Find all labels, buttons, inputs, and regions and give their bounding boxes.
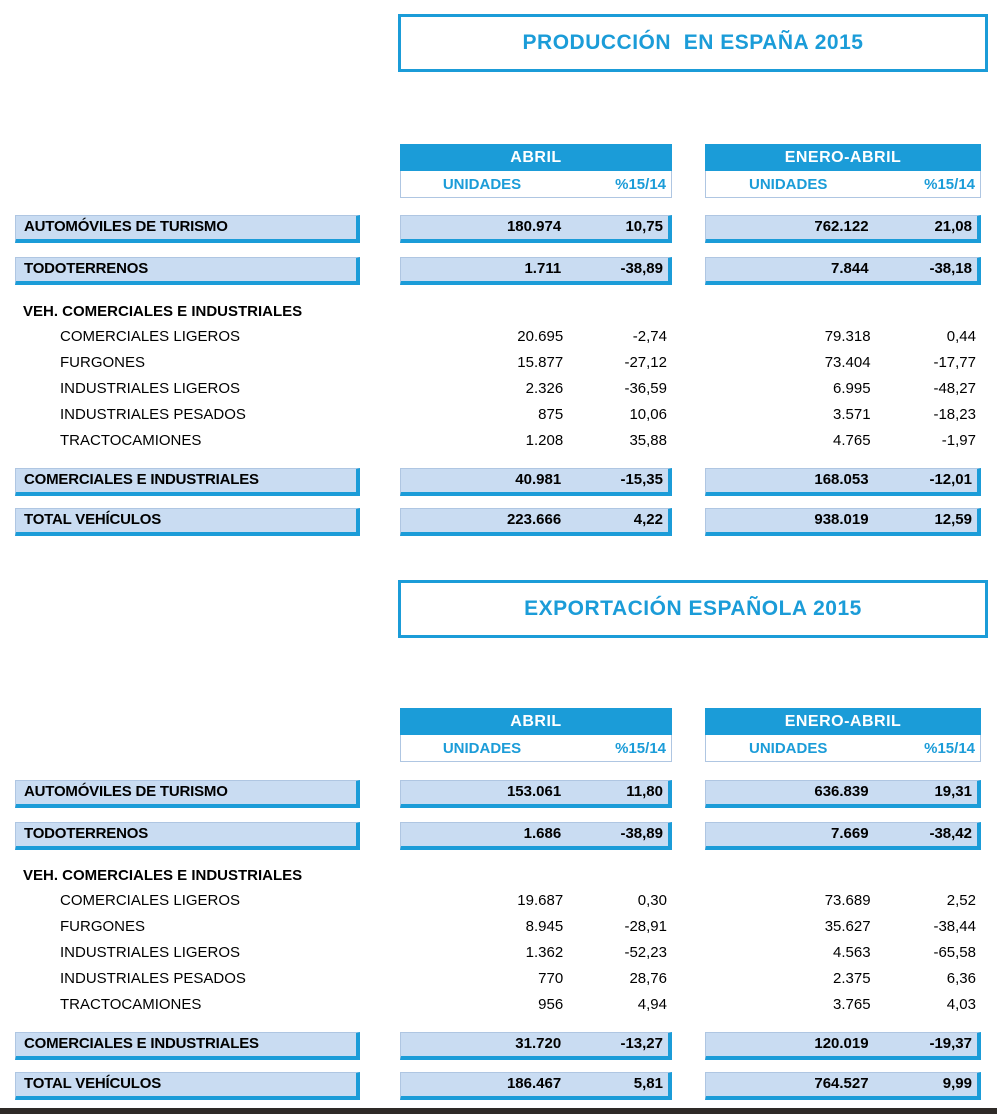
units-value: 956 [538,996,564,1013]
units-value: 168.053 [814,471,869,488]
abril-values [400,376,672,402]
units-header: UNIDADES [749,175,828,193]
enero-abril-values [705,888,981,914]
abril-values [400,992,672,1018]
enero-abril-values [705,350,981,376]
row-label: AUTOMÓVILES DE TURISMO [15,215,360,243]
table-section-header [15,300,985,324]
production-title: PRODUCCIÓN EN ESPAÑA 2015 [522,31,864,54]
abril-header-block [400,144,672,198]
table-row-comerciales-ligeros [15,888,985,914]
pct-value: -36,59 [624,380,667,397]
enero-abril-values [705,966,981,992]
row-label: TRACTOCAMIONES [60,432,202,449]
export-title-box [398,580,988,638]
bottom-divider-bar [0,1108,997,1114]
table-row-industriales-pesados [15,966,985,992]
table-row-industriales-ligeros [15,940,985,966]
units-value: 186.467 [506,1075,562,1092]
pct-value: -38,18 [929,260,972,277]
column-gap [360,1072,400,1100]
enero-abril-values [705,780,981,808]
units-value: 938.019 [814,511,869,528]
units-value: 8.945 [525,918,564,935]
units-value: 7.844 [831,260,869,277]
pct-value: -38,89 [620,825,663,842]
period-header-abril: ABRIL [400,144,672,171]
pct-value: 10,06 [629,406,667,423]
pct-value: 21,08 [934,218,972,235]
pct-value: 12,59 [934,511,972,528]
pct-value: -15,35 [620,471,663,488]
column-gap [360,402,400,428]
table-row-comerciales-industriales [15,468,985,496]
column-gap [672,1032,705,1060]
column-gap [360,350,400,376]
table-row-total-vehiculos [15,1072,985,1100]
table-row-total-vehiculos [15,508,985,536]
table-row-tractocamiones [15,992,985,1018]
pct-value: 9,99 [942,1075,972,1092]
units-value: 764.527 [814,1075,869,1092]
abril-values [400,468,672,496]
pct-value: 11,80 [626,783,663,800]
period-header-enero-abril: ENERO-ABRIL [705,708,981,735]
enero-abril-values [705,428,981,454]
column-gap [672,144,705,198]
column-gap [360,215,400,243]
abril-values [400,888,672,914]
units-value: 79.318 [824,328,871,345]
column-gap [672,888,705,914]
row-label: INDUSTRIALES LIGEROS [60,944,241,961]
units-value: 636.839 [814,783,869,800]
abril-values [400,1032,672,1060]
pct-value: -17,77 [933,354,976,371]
production-title-box [398,14,988,72]
column-gap [672,940,705,966]
pct-value: -28,91 [624,918,667,935]
column-gap [672,350,705,376]
column-gap [672,992,705,1018]
pct-value: -38,44 [933,918,976,935]
row-label: AUTOMÓVILES DE TURISMO [15,780,360,808]
enero-abril-values [705,215,981,243]
enero-abril-values [705,914,981,940]
abril-subheader [400,735,672,762]
pct-value: -27,12 [624,354,667,371]
enero-abril-values [705,1032,981,1060]
column-gap [672,780,705,808]
units-value: 7.669 [831,825,869,842]
abril-subheader [400,171,672,198]
table-row-industriales-pesados [15,402,985,428]
pct-value: 0,44 [946,328,976,345]
units-value: 1.711 [524,260,562,277]
enero-abril-header-block [705,708,981,762]
table-row-turismo [15,780,985,808]
abril-values [400,780,672,808]
units-value: 73.404 [824,354,871,371]
enero-abril-values [705,468,981,496]
row-label: COMERCIALES LIGEROS [60,892,241,909]
table-row-turismo [15,215,985,243]
column-gap [360,376,400,402]
column-gap [360,940,400,966]
period-header-enero-abril: ENERO-ABRIL [705,144,981,171]
column-gap [360,468,400,496]
table-row-todoterrenos [15,822,985,850]
column-gap [360,914,400,940]
table-row-industriales-ligeros [15,376,985,402]
units-header: UNIDADES [442,175,522,193]
abril-values [400,822,672,850]
export-column-headers [15,708,985,762]
row-label: FURGONES [60,918,146,935]
pct-value: -38,89 [620,260,663,277]
units-value: 6.995 [833,380,871,397]
pct-value: 4,22 [633,511,663,528]
pct-value: -19,37 [929,1035,972,1052]
row-label: TOTAL VEHÍCULOS [15,1072,360,1100]
units-header: UNIDADES [749,739,828,757]
pct-header: %15/14 [924,739,975,757]
pct-value: -48,27 [933,380,976,397]
pct-header: %15/14 [924,175,975,193]
enero-abril-values [705,992,981,1018]
section-label: VEH. COMERCIALES E INDUSTRIALES [23,303,303,320]
enero-abril-values [705,940,981,966]
column-gap [672,428,705,454]
pct-value: -38,42 [929,825,972,842]
column-gap [360,780,400,808]
row-label: TRACTOCAMIONES [60,996,202,1013]
table-row-tractocamiones [15,428,985,454]
row-label: INDUSTRIALES PESADOS [60,970,246,987]
column-gap [672,708,705,762]
column-gap [672,215,705,243]
units-value: 1.362 [525,944,564,961]
abril-values [400,966,672,992]
abril-values [400,350,672,376]
row-label: FURGONES [60,354,146,371]
abril-values [400,1072,672,1100]
row-label: INDUSTRIALES PESADOS [60,406,246,423]
pct-value: -65,58 [933,944,976,961]
row-label: COMERCIALES E INDUSTRIALES [15,1032,360,1060]
abril-values [400,257,672,285]
column-gap [672,402,705,428]
abril-values [400,215,672,243]
pct-value: 0,30 [637,892,667,909]
column-gap [360,992,400,1018]
pct-value: -1,97 [941,432,976,449]
units-value: 3.571 [833,406,871,423]
column-gap [672,1072,705,1100]
units-value: 31.720 [515,1035,562,1052]
units-value: 4.765 [833,432,871,449]
pct-value: -18,23 [933,406,976,423]
units-value: 770 [538,970,564,987]
column-gap [360,966,400,992]
units-value: 4.563 [833,944,871,961]
column-gap [672,966,705,992]
column-gap [360,428,400,454]
units-value: 120.019 [814,1035,869,1052]
units-value: 875 [538,406,564,423]
units-value: 20.695 [517,328,564,345]
table-section-header [15,864,985,888]
abril-values [400,940,672,966]
column-gap [360,257,400,285]
table-row-comerciales-industriales [15,1032,985,1060]
abril-header-block [400,708,672,762]
production-column-headers [15,144,985,198]
column-gap [360,822,400,850]
table-row-todoterrenos [15,257,985,285]
column-gap [672,914,705,940]
column-gap [672,468,705,496]
column-gap [672,508,705,536]
pct-value: 6,36 [946,970,976,987]
pct-value: -13,27 [620,1035,663,1052]
pct-value: 2,52 [946,892,976,909]
enero-abril-values [705,402,981,428]
period-header-abril: ABRIL [400,708,672,735]
abril-values [400,402,672,428]
units-value: 1.686 [523,825,562,842]
enero-abril-values [705,822,981,850]
abril-values [400,324,672,350]
row-label: TODOTERRENOS [15,822,360,850]
units-value: 15.877 [517,354,564,371]
units-value: 223.666 [506,511,562,528]
pct-value: 19,31 [934,783,972,800]
pct-value: 4,03 [946,996,976,1013]
units-value: 2.375 [833,970,871,987]
column-gap [360,1032,400,1060]
column-gap [672,257,705,285]
pct-value: 5,81 [633,1075,663,1092]
abril-values [400,508,672,536]
units-value: 153.061 [506,783,562,800]
units-value: 1.208 [525,432,564,449]
units-value: 180.974 [506,218,562,235]
row-label: TOTAL VEHÍCULOS [15,508,360,536]
enero-abril-values [705,324,981,350]
enero-abril-header-block [705,144,981,198]
pct-value: -12,01 [929,471,972,488]
units-value: 40.981 [515,471,562,488]
units-value: 35.627 [824,918,871,935]
pct-header: %15/14 [615,175,666,193]
row-label: INDUSTRIALES LIGEROS [60,380,241,397]
units-value: 73.689 [824,892,871,909]
row-label: TODOTERRENOS [15,257,360,285]
units-value: 3.765 [833,996,871,1013]
table-row-comerciales-ligeros [15,324,985,350]
pct-header: %15/14 [615,739,666,757]
pct-value: 10,75 [625,218,663,235]
header-spacer [15,708,400,762]
row-label: COMERCIALES LIGEROS [60,328,241,345]
enero-abril-values [705,257,981,285]
abril-values [400,914,672,940]
pct-value: 35,88 [629,432,667,449]
units-value: 2.326 [525,380,564,397]
column-gap [672,376,705,402]
units-header: UNIDADES [442,739,522,757]
column-gap [672,822,705,850]
abril-values [400,428,672,454]
table-row-furgones [15,914,985,940]
column-gap [360,888,400,914]
enero-abril-subheader [705,171,981,198]
enero-abril-values [705,508,981,536]
pct-value: 28,76 [629,970,667,987]
column-gap [360,508,400,536]
export-title: EXPORTACIÓN ESPAÑOLA 2015 [524,597,862,620]
header-spacer [15,144,400,198]
units-value: 762.122 [814,218,869,235]
pct-value: 4,94 [637,996,667,1013]
column-gap [672,324,705,350]
table-row-furgones [15,350,985,376]
pct-value: -52,23 [624,944,667,961]
enero-abril-subheader [705,735,981,762]
column-gap [360,324,400,350]
pct-value: -2,74 [632,328,667,345]
enero-abril-values [705,376,981,402]
section-label: VEH. COMERCIALES E INDUSTRIALES [23,867,303,884]
units-value: 19.687 [517,892,564,909]
enero-abril-values [705,1072,981,1100]
row-label: COMERCIALES E INDUSTRIALES [15,468,360,496]
